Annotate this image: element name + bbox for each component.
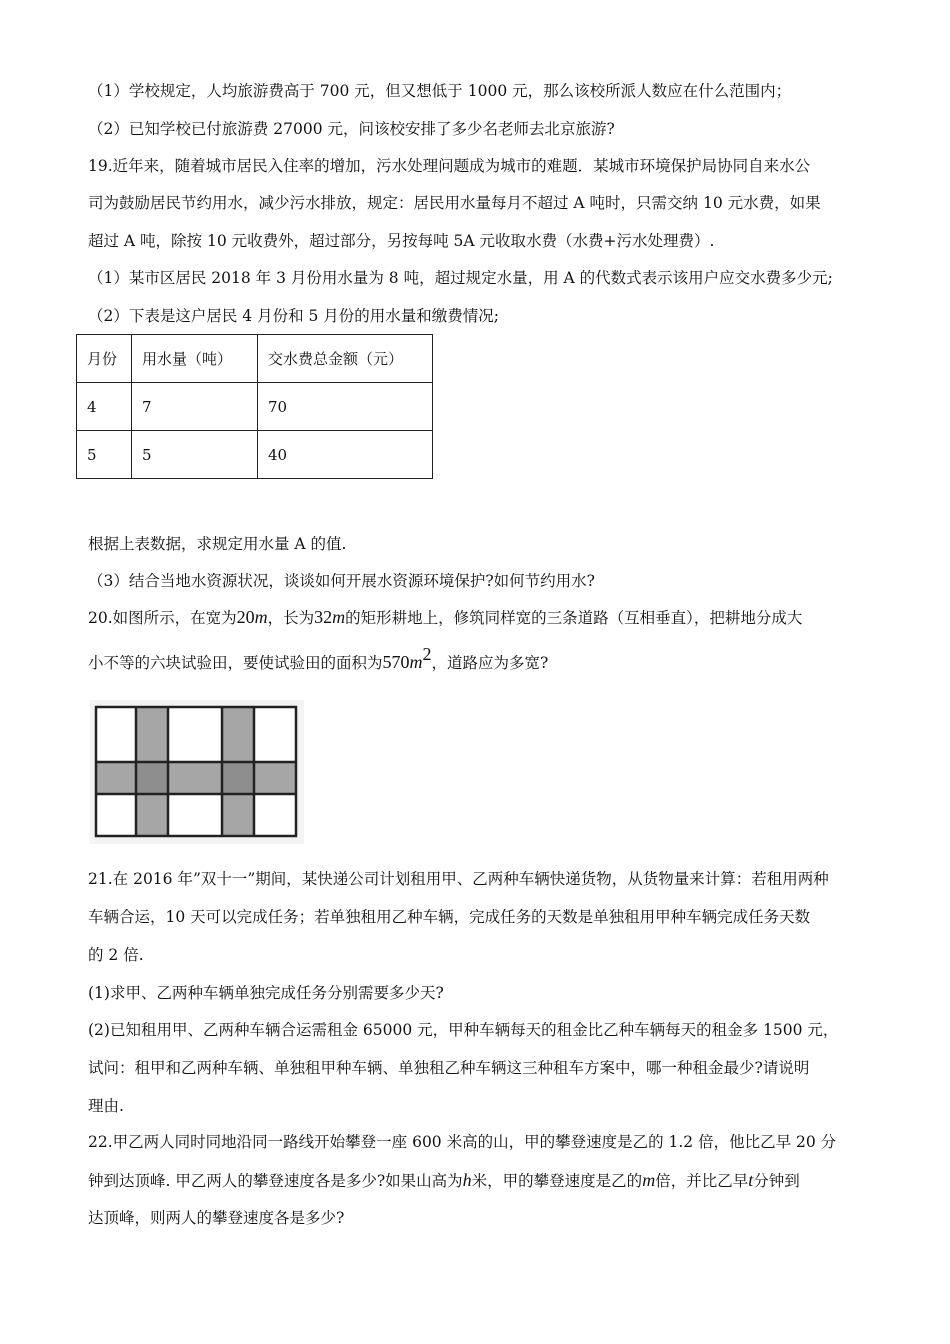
q19-intro-line2: 司为鼓励居民节约用水，减少污水排放，规定：居民用水量每月不超过 A 吨时，只需交纳 10 元水费，如果: [88, 194, 821, 212]
unit-meter: m: [409, 652, 423, 672]
table-header-row: [77, 335, 433, 383]
q21-line2: 车辆合运，10 天可以完成任务；若单独租用乙种车辆，完成任务的天数是单独租用甲种车辆完成任务天数: [88, 908, 811, 926]
table-cell: 40: [258, 431, 433, 479]
road-intersection-2: [222, 762, 254, 794]
width-value: 20: [236, 607, 255, 627]
q20-text: 小不等的六块试验田，要使试验田的面积为: [88, 654, 383, 672]
area-superscript: 2: [422, 644, 432, 664]
q22-text: 分钟到: [753, 1172, 800, 1190]
q20-text: ，长为: [267, 609, 315, 627]
variable-m: m: [642, 1170, 656, 1190]
q20-line1: [88, 606, 802, 629]
q19-part1: （1）某市区居民 2018 年 3 月份用水量为 8 吨，超过规定水量，用 A 的代数式表示该用户应交水费多少元;: [88, 269, 833, 287]
q19-intro-line3: 超过 A 吨，除按 10 元收费外，超过部分，另按每吨 5A 元收取水费（水费+污水处理费）.: [88, 232, 715, 250]
q21-line3: 的 2 倍.: [88, 946, 144, 964]
q22-text: 倍，并比乙早: [655, 1172, 749, 1190]
length-value: 32: [314, 607, 333, 627]
q20-text: 20.如图所示，在宽为: [88, 609, 237, 627]
table-row: [77, 431, 433, 479]
q19-intro-line1: 19.近年来，随着城市居民入住率的增加，污水处理问题成为城市的难题．某城市环境保护局协同自来水公: [88, 157, 811, 175]
variable-t: t: [748, 1170, 754, 1190]
table-cell: 5: [132, 431, 258, 479]
table-cell: 4: [77, 383, 132, 431]
q21-line1: 21.在 2016 年”双十一”期间，某快递公司计划租用甲、乙两种车辆快递货物，从货物量来计算：若租用两种: [88, 870, 829, 888]
table-cell: 5: [77, 431, 132, 479]
q21-part2-line2: 试问：租甲和乙两种车辆、单独租甲种车辆、单独租乙种车辆这三种租车方案中，哪一种租金最少?请说明: [88, 1059, 810, 1077]
table-cell: 70: [258, 383, 433, 431]
field-roads-figure: [90, 700, 304, 844]
table-header-cell: 交水费总金额（元）: [258, 335, 433, 383]
q22-line1: 22.甲乙两人同时同地沿同一路线开始攀登一座 600 米高的山，甲的攀登速度是乙的 1.2 倍，他比乙早 20 分: [88, 1133, 837, 1151]
q22-text: 钟到达顶峰. 甲乙两人的攀登速度各是多少?如果山高为: [88, 1172, 463, 1190]
road-intersection-1: [136, 762, 168, 794]
table-header-cell: 用水量（吨）: [132, 335, 258, 383]
area-value: 570: [382, 652, 410, 672]
q20-text: 的矩形耕地上，修筑同样宽的三条道路（互相垂直），把耕地分成大: [345, 609, 803, 627]
q19-after-table: 根据上表数据，求规定用水量 A 的值.: [88, 535, 347, 553]
q19-part3: （3）结合当地水资源状况，谈谈如何开展水资源环境保护?如何节约用水?: [88, 572, 595, 590]
table-row: [77, 383, 433, 431]
q21-part2-line1: (2)已知租用甲、乙两种车辆合运需租金 65000 元，甲种车辆每天的租金比乙种车辆每天的租金多 1500 元，: [88, 1021, 839, 1039]
q19-part2: （2）下表是这户居民 4 月份和 5 月份的用水量和缴费情况;: [88, 307, 500, 325]
q20-text: ，道路应为多宽?: [431, 654, 549, 672]
unit-meter: m: [332, 607, 346, 627]
q22-line2: [88, 1169, 800, 1192]
q18-part2: （2）已知学校已付旅游费 27000 元，问该校安排了多少名老师去北京旅游?: [88, 120, 615, 138]
variable-h: h: [462, 1170, 472, 1190]
unit-meter: m: [254, 607, 268, 627]
q21-part2-line3: 理由.: [88, 1097, 124, 1115]
q22-line3: 达顶峰，则两人的攀登速度各是多少?: [88, 1209, 345, 1227]
q21-part1: (1)求甲、乙两种车辆单独完成任务分别需要多少天?: [88, 984, 444, 1002]
q22-text: 米，甲的攀登速度是乙的: [471, 1172, 643, 1190]
q20-line2: [88, 644, 549, 674]
q18-part1: （1）学校规定，人均旅游费高于 700 元，但又想低于 1000 元，那么该校所派人数应在什么范围内；: [88, 82, 792, 100]
water-usage-table: [76, 334, 433, 479]
horizontal-road: [96, 762, 296, 794]
table-header-cell: 月份: [77, 335, 132, 383]
table-cell: 7: [132, 383, 258, 431]
